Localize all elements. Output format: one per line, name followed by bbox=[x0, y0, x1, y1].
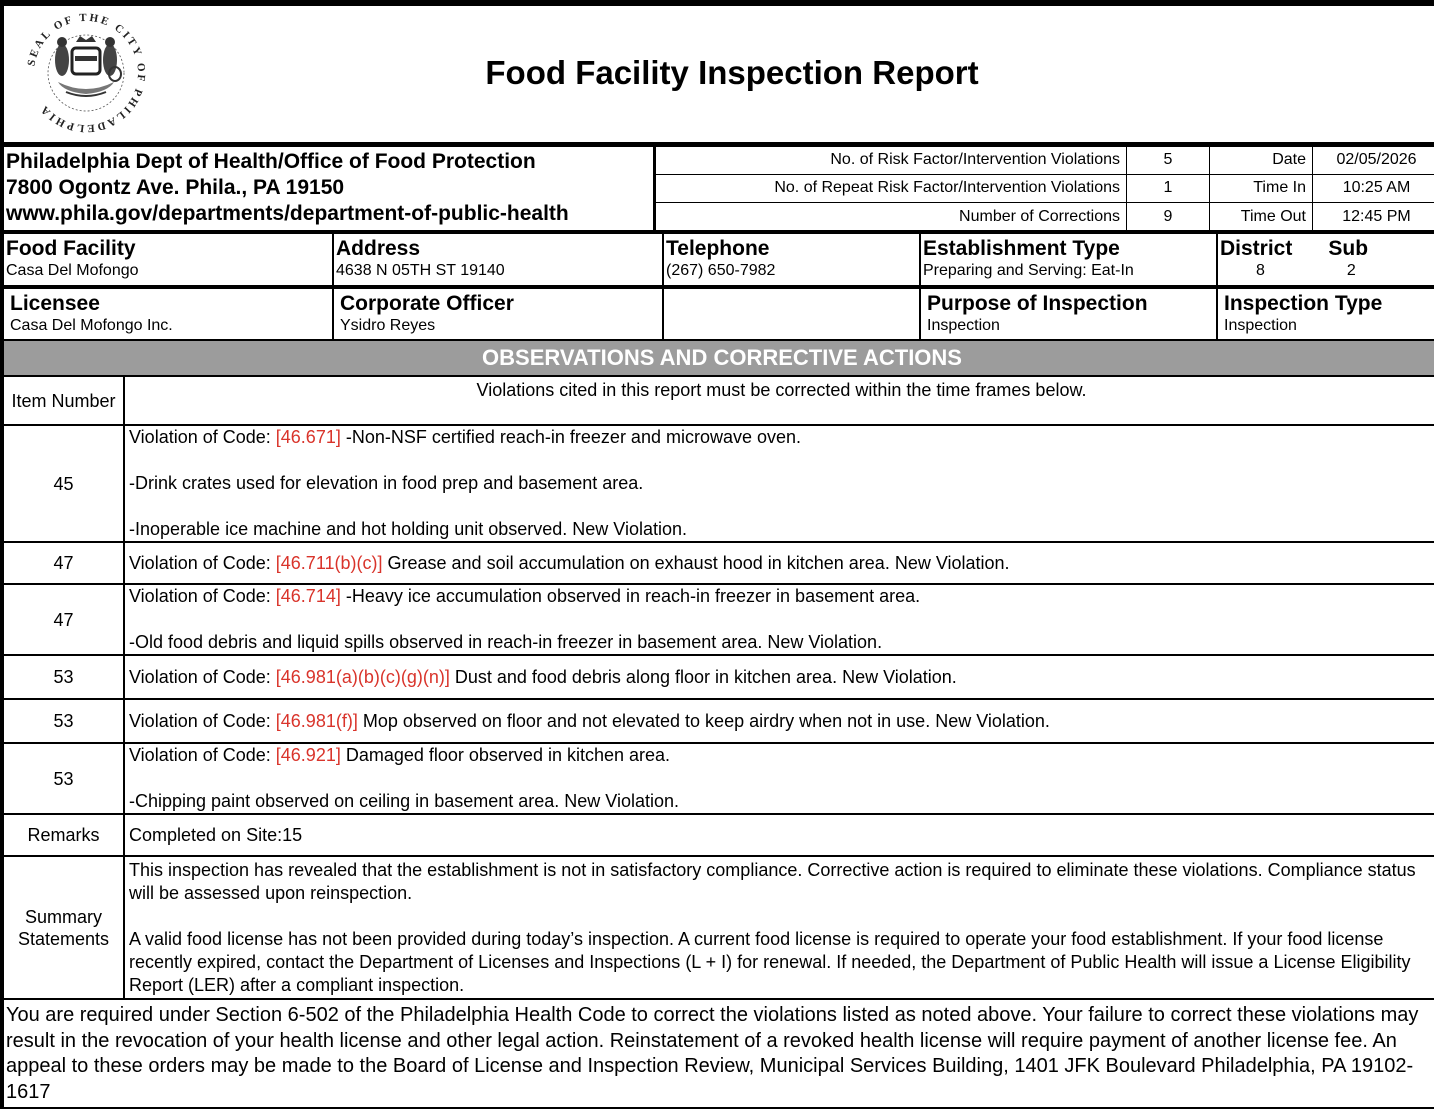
stats-block bbox=[655, 147, 1434, 230]
stats-row bbox=[656, 174, 1434, 202]
licensee-cell bbox=[4, 289, 334, 339]
item-number: 47 bbox=[4, 542, 124, 584]
violation-line: -Drink crates used for elevation in food prep and basement area. bbox=[129, 473, 644, 493]
corporate-officer-value: Ysidro Reyes bbox=[340, 317, 436, 334]
violation-row bbox=[4, 699, 1434, 743]
district-value: 8 bbox=[1256, 262, 1265, 279]
svg-text:SEAL OF THE CITY OF PHILADELPH: SEAL OF THE CITY OF PHILADELPHIA bbox=[25, 12, 148, 134]
risk-factor-violations-label: No. of Risk Factor/Intervention Violations bbox=[656, 147, 1127, 174]
violation-line bbox=[129, 552, 1434, 575]
purpose-cell bbox=[921, 289, 1218, 339]
violation-description: Damaged floor observed in kitchen area. bbox=[340, 745, 671, 765]
spacer bbox=[129, 495, 1434, 518]
agency-address: 7800 Ogontz Ave. Phila., PA 19150 bbox=[6, 176, 345, 199]
repeat-violations-label: No. of Repeat Risk Factor/Intervention Violations bbox=[656, 174, 1127, 202]
violation-code: [46.714] bbox=[275, 586, 341, 606]
violation-code: [46.981(a)(b)(c)(g)(n)] bbox=[275, 666, 450, 687]
violation-line: -Chipping paint observed on ceiling in basement area. New Violation. bbox=[129, 791, 680, 811]
spacer bbox=[129, 449, 1434, 472]
time-out-label: Time Out bbox=[1210, 203, 1313, 230]
violation-code-prefix: Violation of Code: bbox=[129, 710, 276, 731]
sub-label: Sub bbox=[1328, 237, 1369, 260]
violation-description: Mop observed on floor and not elevated to keep airdry when not in use. New Violation. bbox=[357, 710, 1050, 731]
legal-notice: You are required under Section 6-502 of the Philadelphia Health Code to correct the violations listed as noted above. Your failure to correct these violations may result in the revocation of your health license and other legal action. Reinstatement of a revoked health license will require payment of another license fee. An appeal to these orders may be made to the Board of License and Inspection Review, Municipal Services Building, 1401 JFK Boulevard Philadelphia, PA 19102-1617 bbox=[4, 1000, 1434, 1109]
violation-code-prefix: Violation of Code: bbox=[129, 427, 276, 447]
spacer bbox=[129, 905, 1434, 928]
summary-row bbox=[4, 856, 1434, 999]
violation-code-prefix: Violation of Code: bbox=[129, 666, 276, 687]
violation-rows bbox=[4, 425, 1434, 814]
violation-text bbox=[124, 425, 1434, 542]
facility-row bbox=[4, 234, 1434, 289]
summary-label: Summary Statements bbox=[4, 856, 124, 999]
licensee-row bbox=[4, 289, 1434, 341]
violation-code-prefix: Violation of Code: bbox=[129, 586, 276, 606]
violation-code-prefix: Violation of Code: bbox=[129, 745, 276, 765]
violation-text bbox=[124, 542, 1434, 584]
observations-header-row bbox=[4, 377, 1434, 425]
inspection-type-label: Inspection Type bbox=[1224, 292, 1383, 315]
address-cell bbox=[334, 234, 664, 285]
remarks-label: Remarks bbox=[4, 814, 124, 856]
time-in-label: Time In bbox=[1210, 174, 1313, 202]
violations-notice: Violations cited in this report must be corrected within the time frames below. bbox=[124, 377, 1434, 425]
agency-website: www.phila.gov/departments/department-of-public-health bbox=[6, 202, 569, 225]
date-value: 02/05/2026 bbox=[1313, 147, 1434, 174]
violation-line bbox=[129, 666, 1434, 689]
summary-statements bbox=[124, 856, 1434, 999]
observations-heading: OBSERVATIONS AND CORRECTIVE ACTIONS bbox=[4, 341, 1434, 377]
repeat-violations-value: 1 bbox=[1127, 174, 1210, 202]
district-headers bbox=[1220, 237, 1434, 261]
food-facility-label: Food Facility bbox=[6, 237, 136, 260]
violation-line: -Inoperable ice machine and hot holding unit observed. New Violation. bbox=[129, 519, 688, 539]
item-number: 53 bbox=[4, 655, 124, 699]
stats-row bbox=[656, 147, 1434, 174]
summary-statement: This inspection has revealed that the establishment is not in satisfactory compliance. Corrective action is required to eliminate these violations. Compliance status will be assessed upon reinspection. bbox=[129, 860, 1416, 903]
inspection-type-value: Inspection bbox=[1224, 317, 1297, 334]
violation-line bbox=[129, 744, 1434, 767]
time-in-value: 10:25 AM bbox=[1313, 174, 1434, 202]
spacer bbox=[129, 767, 1434, 790]
summary-statement: A valid food license has not been provided during today’s inspection. A current food license is required to operate your food establishment. If your food license recently expired, contact the Department of Licenses and Inspections (L + I) for renewal. If needed, the Department of Public Health will issue a License Eligibility Report (LER) after a compliant inspection. bbox=[129, 929, 1411, 995]
item-number: 53 bbox=[4, 743, 124, 814]
corrections-value: 9 bbox=[1127, 203, 1210, 230]
violation-row bbox=[4, 542, 1434, 584]
district-values bbox=[1220, 261, 1434, 281]
violation-code-prefix: Violation of Code: bbox=[129, 552, 276, 573]
food-facility-value: Casa Del Mofongo bbox=[6, 262, 139, 279]
observations-table bbox=[4, 377, 1434, 1000]
telephone-cell bbox=[664, 234, 921, 285]
telephone-value: (267) 650-7982 bbox=[666, 262, 776, 279]
violation-code: [46.981(f)] bbox=[275, 710, 358, 731]
report-title: Food Facility Inspection Report bbox=[485, 54, 979, 91]
purpose-value: Inspection bbox=[927, 317, 1000, 334]
telephone-label: Telephone bbox=[666, 237, 770, 260]
violation-description: -Heavy ice accumulation observed in reach-in freezer in basement area. bbox=[340, 586, 921, 606]
risk-factor-violations-value: 5 bbox=[1127, 147, 1210, 174]
violation-text bbox=[124, 655, 1434, 699]
violation-code: [46.671] bbox=[275, 427, 341, 447]
violation-row bbox=[4, 425, 1434, 542]
purpose-label: Purpose of Inspection bbox=[927, 292, 1148, 315]
remarks-row bbox=[4, 814, 1434, 856]
violation-line bbox=[129, 585, 1434, 608]
violation-text bbox=[124, 699, 1434, 743]
item-number-header: Item Number bbox=[4, 377, 124, 425]
district-cell bbox=[1218, 234, 1434, 285]
establishment-type-value: Preparing and Serving: Eat-In bbox=[923, 262, 1134, 279]
violation-line bbox=[129, 426, 1434, 449]
address-label: Address bbox=[336, 237, 421, 260]
violation-text bbox=[124, 584, 1434, 655]
item-number: 45 bbox=[4, 425, 124, 542]
establishment-type-label: Establishment Type bbox=[923, 237, 1120, 260]
item-number: 53 bbox=[4, 699, 124, 743]
stats-row bbox=[656, 203, 1434, 230]
spacer bbox=[129, 608, 1434, 631]
corporate-officer-label: Corporate Officer bbox=[340, 292, 514, 315]
food-facility-cell bbox=[4, 234, 334, 285]
address-value: 4638 N 05TH ST 19140 bbox=[336, 262, 505, 279]
licensee-label: Licensee bbox=[10, 292, 100, 315]
district-label: District bbox=[1220, 237, 1293, 260]
date-label: Date bbox=[1210, 147, 1313, 174]
establishment-type-cell bbox=[921, 234, 1218, 285]
corrections-label: Number of Corrections bbox=[656, 203, 1127, 230]
stats-table bbox=[655, 147, 1434, 230]
corporate-officer-cell bbox=[334, 289, 664, 339]
violation-line: -Old food debris and liquid spills observed in reach-in freezer in basement area. New Violation. bbox=[129, 632, 883, 652]
violation-row bbox=[4, 655, 1434, 699]
violation-code: [46.711(b)(c)] bbox=[275, 552, 383, 573]
empty-cell bbox=[664, 289, 921, 339]
agency-name: Philadelphia Dept of Health/Office of Food Protection bbox=[6, 150, 536, 173]
violation-description: Grease and soil accumulation on exhaust hood in kitchen area. New Violation. bbox=[382, 552, 1010, 573]
violation-line bbox=[129, 710, 1434, 733]
violation-description: Dust and food debris along floor in kitchen area. New Violation. bbox=[449, 666, 957, 687]
remarks-value: Completed on Site:15 bbox=[124, 814, 1434, 856]
item-number: 47 bbox=[4, 584, 124, 655]
violation-row bbox=[4, 743, 1434, 814]
violation-code: [46.921] bbox=[275, 745, 341, 765]
violation-description: -Non-NSF certified reach-in freezer and microwave oven. bbox=[340, 427, 802, 447]
agency-and-stats-row bbox=[4, 147, 1434, 234]
agency-block bbox=[4, 147, 655, 230]
licensee-value: Casa Del Mofongo Inc. bbox=[10, 317, 173, 334]
inspection-type-cell bbox=[1218, 289, 1434, 339]
sub-value: 2 bbox=[1346, 262, 1356, 279]
time-out-value: 12:45 PM bbox=[1313, 203, 1434, 230]
violation-text bbox=[124, 743, 1434, 814]
report-header bbox=[4, 6, 1434, 147]
violation-row bbox=[4, 584, 1434, 655]
